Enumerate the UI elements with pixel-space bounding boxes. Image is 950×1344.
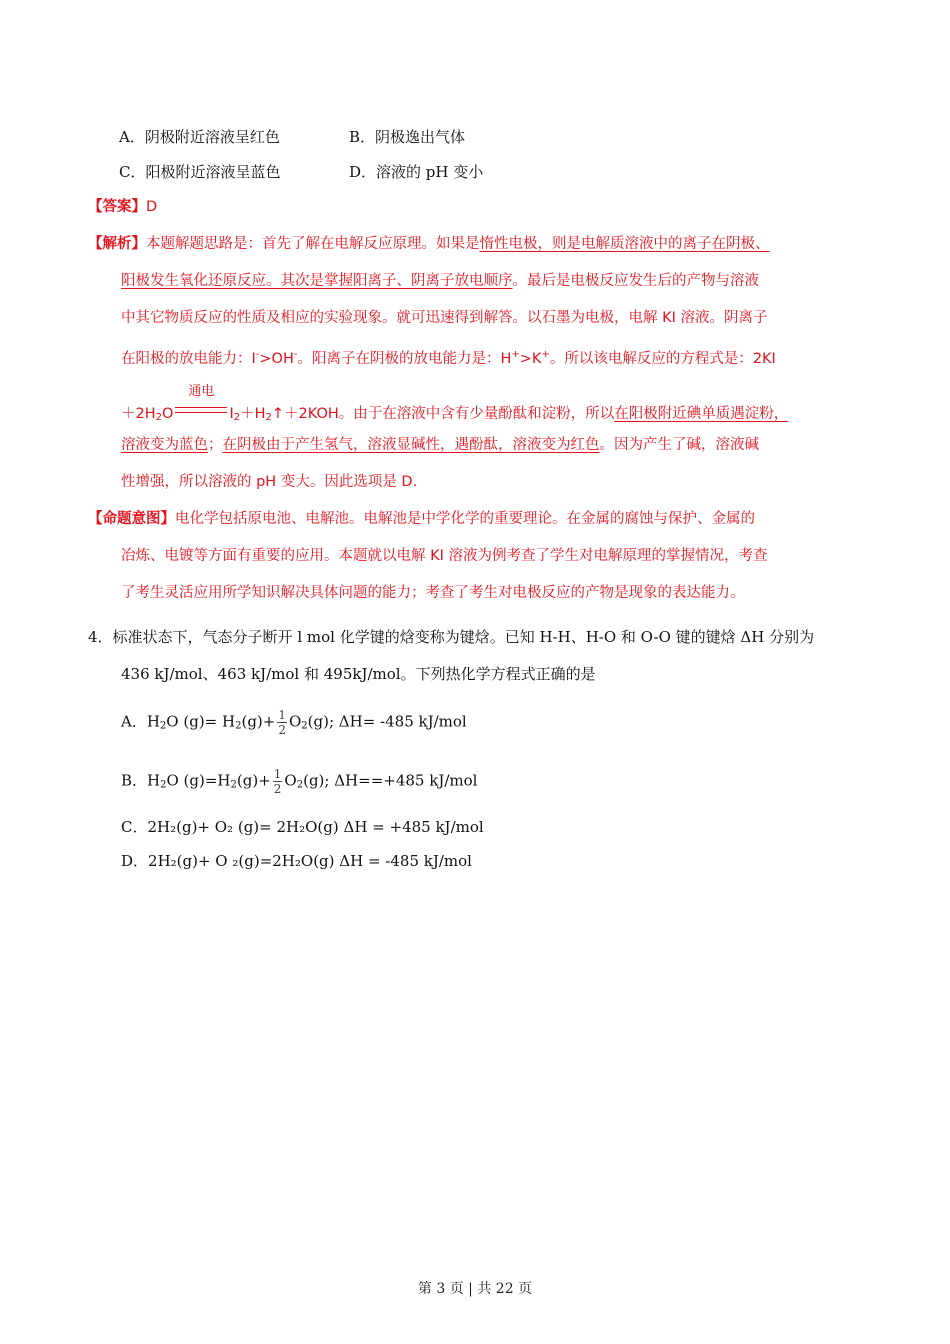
subscript: 2 — [160, 779, 167, 791]
q4-text: B．H — [121, 771, 161, 790]
page-footer: 第 3 页 | 共 22 页 — [417, 1281, 533, 1297]
analysis-line-5: $+2H_2O$ 通电 $I_2+H_2↑+2KOH$。由于在溶液中含有少量酚酞和淀粉，所以在阳极附近碘单质遇淀粉， — [121, 384, 789, 423]
analysis-text: ↑＋2KOH。由于在溶液中含有少量酚酞和淀粉，所以 — [271, 406, 615, 422]
analysis-text: ＋H — [240, 406, 266, 422]
analysis-text: ＋2H — [121, 406, 156, 422]
analysis-line-6 — [121, 435, 759, 455]
subscript: 2 — [301, 720, 308, 732]
analysis-underlined: 惰性电极，则是电解质溶液中的离子在阴极、 — [479, 236, 770, 252]
intent-line-1 — [88, 509, 755, 529]
analysis-text: 本题解题思路是：首先了解在电解反应原理。如果是 — [146, 236, 480, 252]
analysis-line-4: 在阳极的放电能力：I->OH-。阳离子在阴极的放电能力是：H+>K+。所以该电解反应的方程式是：2KI — [121, 349, 776, 367]
analysis-text: 。阳离子在阴极的放电能力是：H — [297, 351, 512, 367]
electrolysis-label: 通电 — [188, 384, 215, 399]
q4-text: O (g)=H — [166, 771, 231, 790]
option-c: C．阳极附近溶液呈蓝色 — [119, 163, 281, 181]
fraction-one-half — [273, 767, 283, 796]
subscript: 2 — [235, 720, 242, 732]
analysis-line-7: 性增强，所以溶液的 pH 变大。因此选项是 D. — [121, 474, 418, 490]
intent-line-3: 了考生灵活应用所学知识解决具体问题的能力；考查了考生对电极反应的产物是现象的表达能力。 — [121, 585, 745, 601]
q4-text: O — [284, 771, 297, 790]
q4-text: (g)+ — [241, 712, 276, 731]
analysis-underlined: 在阴极由于产生氢气，溶液显碱性，遇酚酞，溶液变为红色 — [222, 437, 600, 453]
analysis-text: ； — [208, 437, 223, 453]
fraction-denominator: 2 — [273, 782, 282, 796]
q4-option-a — [121, 708, 467, 737]
q4-option-d: D．2H₂(g)+ O ₂(g)=2H₂O(g) ΔH = -485 kJ/mol — [121, 852, 472, 870]
fraction-numerator: 1 — [278, 708, 286, 722]
intent-tag: 【命题意图】 — [88, 511, 175, 527]
intent-line-2: 冶炼、电镀等方面有重要的应用。本题就以电解 KI 溶液为例考查了学生对电解原理的掌握情况，考查 — [121, 548, 768, 564]
electrolysis-arrow — [175, 384, 227, 418]
analysis-text: I — [229, 406, 234, 422]
analysis-text: >K — [519, 351, 542, 367]
q4-stem-line-1: 4．标准状态下，气态分子断开 l mol 化学键的焓变称为键焓。已知 H-H、H-O 和 O-O 键的键焓 ΔH 分别为 — [88, 628, 815, 646]
fraction-denominator: 2 — [278, 723, 286, 737]
answer-tag: 【答案】 — [88, 199, 146, 215]
q4-text: (g); ΔH= -485 kJ/mol — [307, 712, 467, 731]
analysis-text: 。因为产生了碱，溶液碱 — [599, 437, 759, 453]
q4-stem-line-2: 436 kJ/mol、463 kJ/mol 和 495kJ/mol。下列热化学方程式正确的是 — [121, 665, 596, 683]
analysis-underlined: 阳极发生氧化还原反应。其次是掌握阳离子、阴离子放电顺序 — [121, 273, 513, 289]
q4-text: (g); ΔH==+485 kJ/mol — [303, 771, 478, 790]
option-d: D．溶液的 pH 变小 — [349, 163, 484, 181]
subscript: 2 — [230, 779, 237, 791]
q4-option-c: C．2H₂(g)+ O₂ (g)= 2H₂O(g) ΔH = +485 kJ/mol — [121, 818, 484, 836]
analysis-text: 。所以该电解反应的方程式是：2KI — [549, 351, 776, 367]
analysis-text: 在阳极的放电能力：I — [121, 351, 256, 367]
q4-text: O — [288, 712, 302, 731]
analysis-text: >OH — [259, 351, 294, 367]
option-b: B．阴极逸出气体 — [349, 128, 466, 146]
analysis-underlined: 溶液变为蓝色 — [121, 437, 208, 453]
fraction-numerator: 1 — [273, 767, 282, 781]
analysis-underlined: 在阳极附近碘单质遇淀粉， — [614, 406, 789, 422]
answer-line — [88, 197, 157, 217]
analysis-text: O — [162, 406, 174, 422]
analysis-line-2 — [121, 271, 759, 291]
analysis-line-1 — [88, 234, 770, 254]
answer-value: D — [146, 199, 158, 215]
option-a: A．阴极附近溶液呈红色 — [119, 128, 280, 146]
q4-text: (g)+ — [236, 771, 271, 790]
q4-text: O (g)= H — [166, 712, 236, 731]
analysis-text: 。最后是电极反应发生后的产物与溶液 — [512, 273, 759, 289]
q4-text: A．H — [121, 712, 160, 731]
analysis-line-3: 中其它物质反应的性质及相应的实验现象。就可迅速得到解答。以石墨为电极，电解 KI 溶液。阴离子 — [121, 310, 768, 326]
fraction-one-half — [277, 708, 287, 737]
analysis-tag: 【解析】 — [88, 236, 146, 252]
q4-option-b — [121, 767, 477, 796]
subscript: 2 — [159, 720, 167, 732]
subscript: 2 — [296, 779, 304, 791]
intent-text: 电化学包括原电池、电解池。电解池是中学化学的重要理论。在金属的腐蚀与保护、金属的 — [175, 511, 755, 527]
